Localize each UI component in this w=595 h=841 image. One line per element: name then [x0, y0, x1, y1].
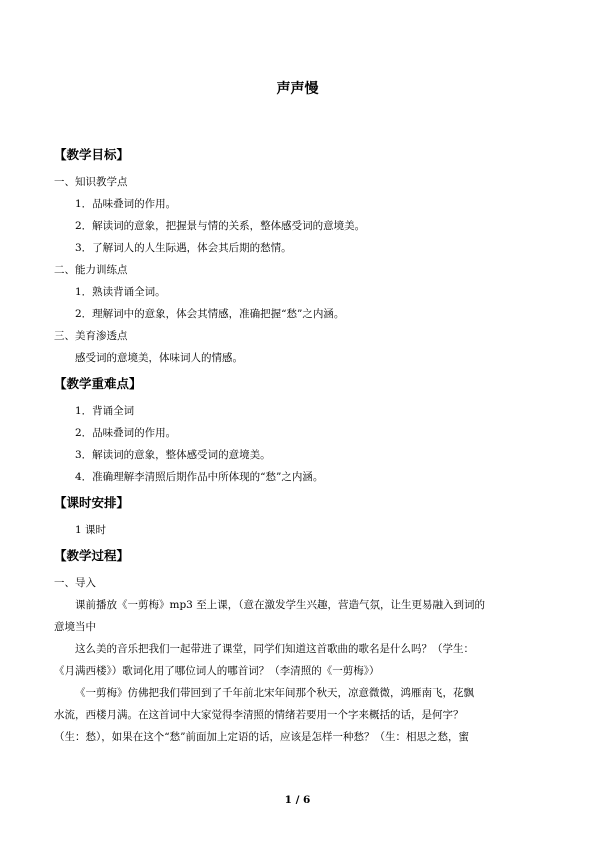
key-point-3: 3．解读词的意象，整体感受词的意境美。 [75, 449, 271, 461]
process-para1-line2: 意境当中 [54, 621, 96, 633]
document-title: 声声慢 [276, 81, 319, 97]
schedule-text: 1 课时 [75, 524, 107, 536]
goal-heading-ability: 二、能力训练点 [54, 264, 128, 276]
goal-knowledge-1: 1．品味叠词的作用。 [75, 198, 177, 210]
process-para3-line2: 水流，西楼月满。在这首词中大家觉得李清照的情绪若要用一个字来概括的话，是何字？ [54, 709, 464, 721]
section-heading-process: 【教学过程】 [54, 548, 130, 563]
process-para2-line2: 《月满西楼》）歌词化用了哪位词人的哪首词？（李清照的《一剪梅》） [54, 665, 380, 677]
process-para3-line3: （生：愁），如果在这个“愁”前面加上定语的话，应该是怎样一种愁？（生：相思之愁，蜜 [54, 731, 469, 743]
goal-ability-2: 2．理解词中的意象，体会其情感，准确把握“愁”之内涵。 [75, 308, 345, 320]
section-heading-goals: 【教学目标】 [54, 147, 130, 162]
goal-knowledge-2: 2．解读词的意象，把握景与情的关系，整体感受词的意境美。 [75, 220, 366, 232]
process-para1-line1: 课前播放《一剪梅》mp3 至上课，（意在激发学生兴趣，营造气氛，让生更易融入到词的 [75, 599, 485, 611]
key-point-1: 1．背诵全词 [75, 405, 135, 417]
process-heading-intro: 一、导入 [54, 577, 96, 589]
section-heading-key-points: 【教学重难点】 [54, 376, 142, 391]
page-number: 1 / 6 [284, 794, 311, 806]
section-heading-schedule: 【课时安排】 [54, 495, 130, 510]
process-para3-line1: 《一剪梅》仿佛把我们带回到了千年前北宋年间那个秋天，凉意微微，鸿雁南飞，花飘 [75, 687, 474, 699]
goal-aesthetic-1: 感受词的意境美，体味词人的情感。 [75, 352, 243, 364]
key-point-2: 2．品味叠词的作用。 [75, 427, 177, 439]
goal-heading-aesthetic: 三、美育渗透点 [54, 330, 128, 342]
key-point-4: 4．准确理解李清照后期作品中所体现的“愁”之内涵。 [75, 471, 324, 483]
goal-ability-1: 1．熟读背诵全词。 [75, 286, 166, 298]
goal-knowledge-3: 3．了解词人的人生际遇，体会其后期的愁情。 [75, 242, 292, 254]
process-para2-line1: 这么美的音乐把我们一起带进了课堂，同学们知道这首歌曲的歌名是什么吗？（学生： [75, 643, 474, 655]
goal-heading-knowledge: 一、知识教学点 [54, 176, 128, 188]
